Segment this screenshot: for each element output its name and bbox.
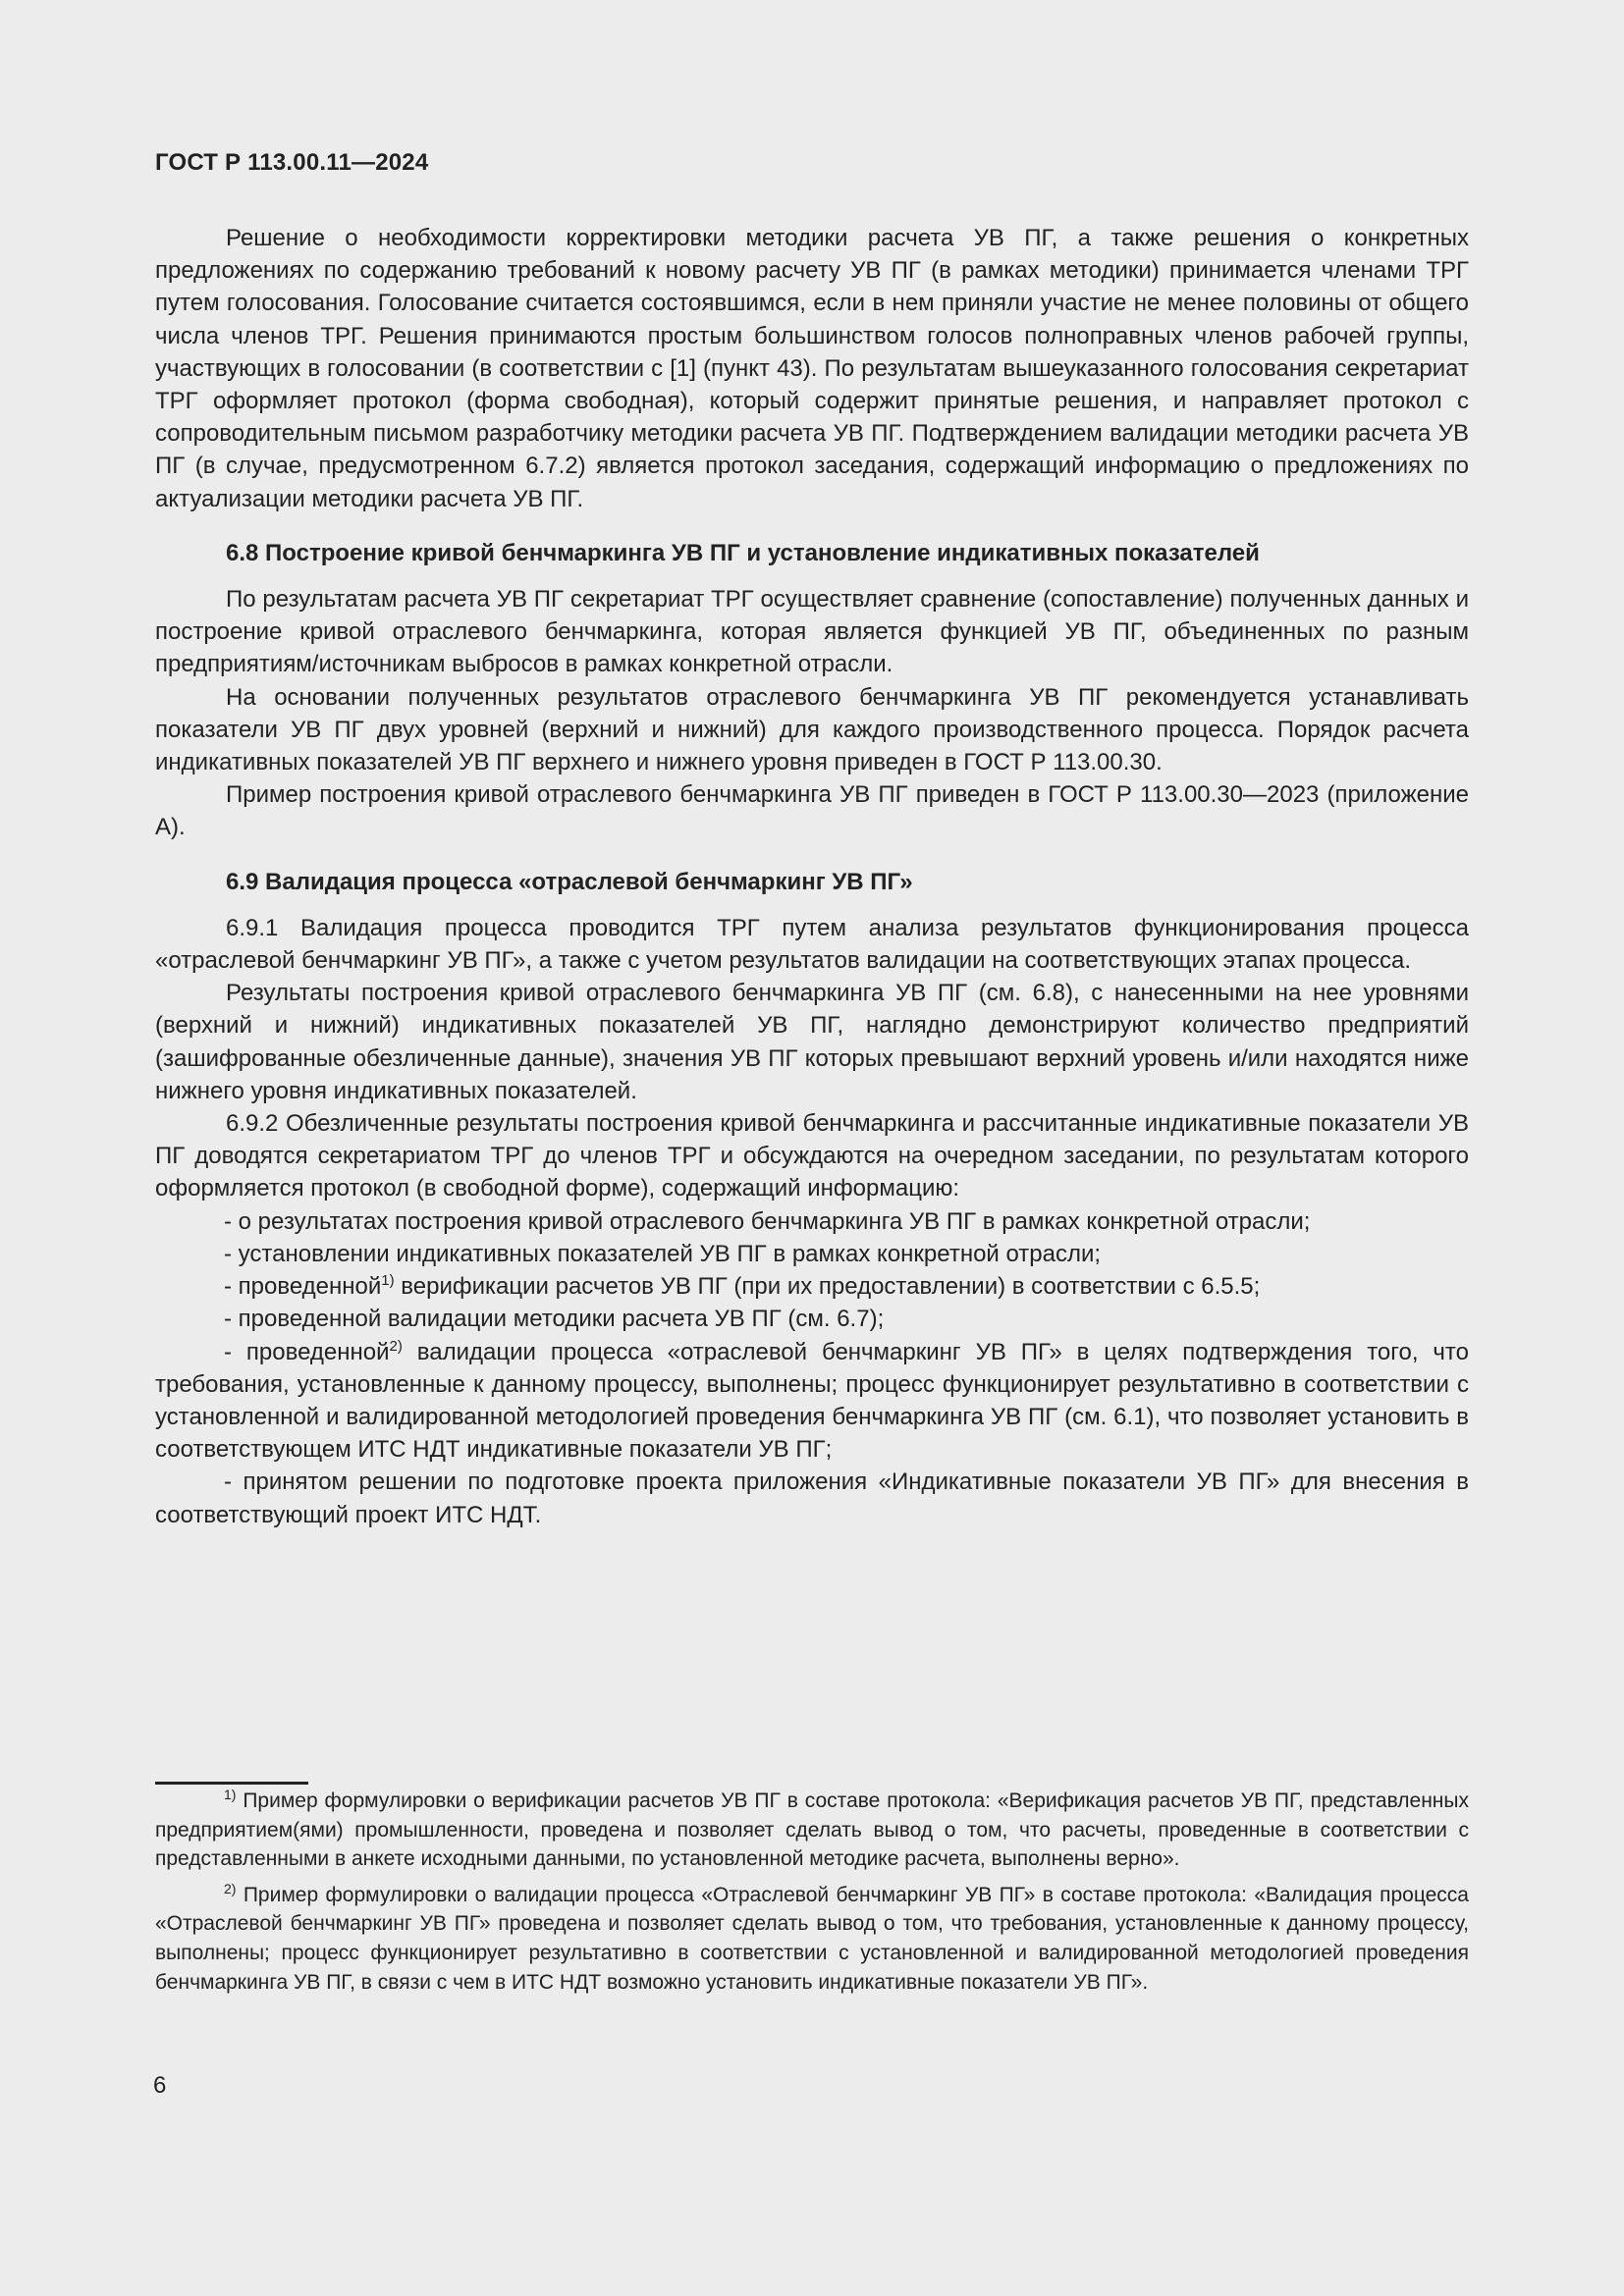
section-heading-6-8: 6.8 Построение кривой бенчмаркинга УВ ПГ и установление индикативных показателей <box>226 539 1260 566</box>
list-item: - о результатах построения кривой отраслевого бенчмаркинга УВ ПГ в рамках конкретной отрасли; <box>224 1207 1311 1235</box>
footnotes <box>155 1787 1469 2003</box>
paragraph-correction-decision: Решение о необходимости корректировки методики расчета УВ ПГ, а также решения о конкретных предложениях по содержанию требований к новому расчету УВ ПГ (в рамках методики) принимается членами ТРГ путем голосования. Голосование считается состоявшимся, если в нем приняли участие не менее половины от общего числа членов ТРГ. Решения принимаются простым большинством голосов полноправных членов рабочей группы, участвующих в голосовании (в соответствии с [1] (пункт 43). По результатам вышеуказанного голосования секретариат ТРГ оформляет протокол (форма свободная), который содержит принятые решения, и направляет протокол с сопроводительным письмом разработчику методики расчета УВ ПГ. Подтверждением валидации методики расчета УВ ПГ (в случае, предусмотренном 6.7.2) является протокол заседания, содержащий информацию о предложениях по актуализации методики расчета УВ ПГ. <box>155 225 1469 512</box>
footnote-marker-1: 1) <box>224 1787 237 1802</box>
document-id-header: ГОСТ Р 113.00.11—2024 <box>155 149 429 176</box>
list-item <box>155 1270 1469 1303</box>
body-text <box>155 222 1469 1531</box>
footnote-1-text: Пример формулировки о верификации расчетов УВ ПГ в составе протокола: «Верификация расчетов УВ ПГ, представленных предприятием(ями) промышленности, проведена и позволяет сделать вывод о том, что расчеты, проведенные в соответствии с представленными в анкете исходными данными, по установленной методике расчета, выполнены верно». <box>155 1789 1469 1871</box>
paragraph-example-reference: Пример построения кривой отраслевого бенчмаркинга УВ ПГ приведен в ГОСТ Р 113.00.30—2023 (приложение А). <box>155 781 1469 841</box>
paragraph-benchmark-comparison: По результатам расчета УВ ПГ секретариат ТРГ осуществляет сравнение (сопоставление) полученных данных и построение кривой отраслевого бенчмаркинга, которая является функцией УВ ПГ, объединенных по разным предприятиям/источникам выбросов в рамках конкретной отрасли. <box>155 586 1469 678</box>
footnote-marker-2: 2) <box>224 1880 237 1896</box>
list-item: - установлении индикативных показателей УВ ПГ в рамках конкретной отрасли; <box>224 1240 1102 1267</box>
paragraph-6-9-1: 6.9.1 Валидация процесса проводится ТРГ путем анализа результатов функционирования процесса «отраслевой бенчмаркинг УВ ПГ», а также с учетом результатов валидации на соответствующих этапах процесса. <box>155 914 1469 975</box>
list-item-text: валидации процесса «отраслевой бенчмаркинг УВ ПГ» в целях подтверждения того, что требования, установленные к данному процессу, выполнены; процесс функционирует результативно в соответствии с установленной и валидированной методологией проведения бенчмаркинга УВ ПГ (см. 6.1), что позволяет установить в соответствующем ИТС НДТ индикативные показатели УВ ПГ; <box>155 1338 1470 1464</box>
list-item-text: - проведенной <box>224 1338 390 1365</box>
list-item: - проведенной валидации методики расчета УВ ПГ (см. 6.7); <box>224 1306 885 1333</box>
footnote-separator <box>155 1782 308 1785</box>
footnote-2 <box>155 1881 1469 1997</box>
paragraph-two-level-indicators: На основании полученных результатов отраслевого бенчмаркинга УВ ПГ рекомендуется устанавливать показатели УВ ПГ двух уровней (верхний и нижний) для каждого производственного процесса. Порядок расчета индикативных показателей УВ ПГ верхнего и нижнего уровня приведен в ГОСТ Р 113.00.30. <box>155 683 1469 776</box>
page-number: 6 <box>153 2072 167 2099</box>
footnote-ref-1: 1) <box>381 1272 395 1290</box>
list-item-text: верификации расчетов УВ ПГ (при их предоставлении) в соответствии с 6.5.5; <box>394 1273 1261 1301</box>
footnote-2-text: Пример формулировки о валидации процесса «Отраслевой бенчмаркинг УВ ПГ» в составе протокола: «Валидация процесса «Отраслевой бенчмаркинг УВ ПГ» проведена и позволяет сделать вывод о том, что требования, установленные к данному процессу, выполнены; процесс функционирует результативно в соответствии с установленной и валидированной методологией проведения бенчмаркинга УВ ПГ, в связи с чем в ИТС НДТ возможно установить индикативные показатели УВ ПГ». <box>155 1883 1469 1994</box>
section-heading-6-9: 6.9 Валидация процесса «отраслевой бенчмаркинг УВ ПГ» <box>226 868 913 895</box>
list-item-text: - проведенной <box>224 1273 382 1301</box>
list-item <box>155 1336 1469 1467</box>
list-item: - принятом решении по подготовке проекта приложения «Индикативные показатели УВ ПГ» для внесения в соответствующий проект ИТС НДТ. <box>155 1468 1469 1528</box>
footnote-ref-2: 2) <box>389 1337 403 1355</box>
footnote-1 <box>155 1787 1469 1874</box>
paragraph-6-9-2: 6.9.2 Обезличенные результаты построения кривой бенчмаркинга и рассчитанные индикативные показатели УВ ПГ доводятся секретариатом ТРГ до членов ТРГ и обсуждаются на очередном заседании, по результатам которого оформляется протокол (в свободной форме), содержащий информацию: <box>155 1110 1469 1202</box>
paragraph-benchmark-results: Результаты построения кривой отраслевого бенчмаркинга УВ ПГ (см. 6.8), с нанесенными на нее уровнями (верхний и нижний) индикативных показателей УВ ПГ, наглядно демонстрируют количество предприятий (зашифрованные обезличенные данные), значения УВ ПГ которых превышают верхний уровень и/или находятся ниже нижнего уровня индикативных показателей. <box>155 980 1469 1104</box>
